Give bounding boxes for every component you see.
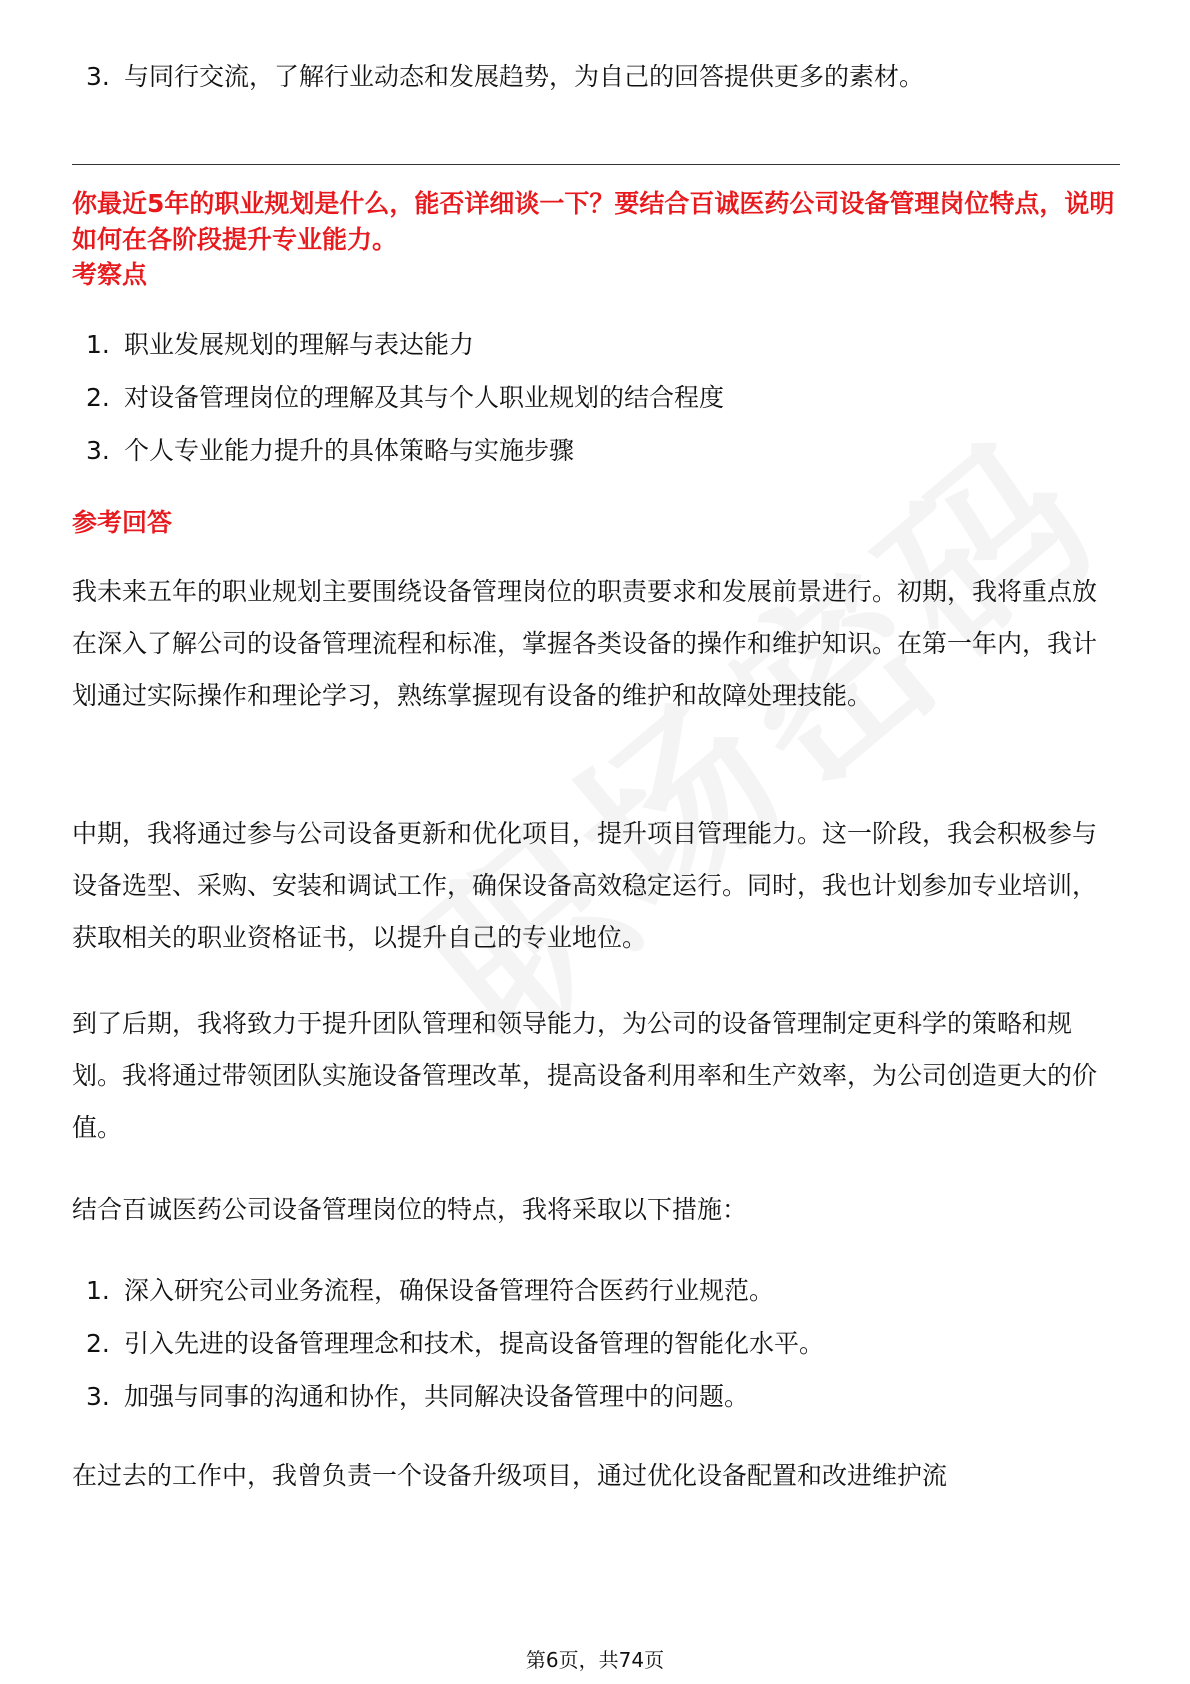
list-number: 2. (86, 383, 110, 412)
list-item (86, 1274, 774, 1308)
answer-paragraph: 结合百诚医药公司设备管理岗位的特点，我将采取以下措施： (72, 1195, 748, 1224)
list-number: 1. (86, 330, 110, 359)
list-number: 3. (86, 62, 110, 91)
list-text: 对设备管理岗位的理解及其与个人职业规划的结合程度 (124, 383, 725, 412)
list-item (86, 434, 574, 468)
list-text: 与同行交流，了解行业动态和发展趋势，为自己的回答提供更多的素材。 (124, 62, 925, 91)
answer-paragraph: 我未来五年的职业规划主要围绕设备管理岗位的职责要求和发展前景进行。初期，我将重点放在深入了解公司的设备管理流程和标准，掌握各类设备的操作和维护知识。在第一年内，我计划通过实际操作和理论学习，熟练掌握现有设备的维护和故障处理技能。 (72, 577, 1098, 710)
list-text: 引入先进的设备管理理念和技术，提高设备管理的智能化水平。 (124, 1329, 825, 1358)
examine-heading: 考察点 (72, 260, 148, 289)
list-text: 深入研究公司业务流程，确保设备管理符合医药行业规范。 (124, 1276, 775, 1305)
list-item (86, 381, 724, 415)
answer-paragraph: 中期，我将通过参与公司设备更新和优化项目，提升项目管理能力。这一阶段，我会积极参与设备选型、采购、安装和调试工作，确保设备高效稳定运行。同时，我也计划参加专业培训，获取相关的职业资格证书，以提升自己的专业地位。 (72, 819, 1098, 952)
list-text: 职业发展规划的理解与表达能力 (124, 330, 475, 359)
answer-paragraph: 到了后期，我将致力于提升团队管理和领导能力，为公司的设备管理制定更科学的策略和规划。我将通过带领团队实施设备管理改革，提高设备利用率和生产效率，为公司创造更大的价值。 (72, 1009, 1098, 1142)
answer-paragraph: 在过去的工作中，我曾负责一个设备升级项目，通过优化设备配置和改进维护流 (72, 1461, 948, 1490)
list-number: 2. (86, 1329, 110, 1358)
section-divider (72, 164, 1120, 165)
answer-heading: 参考回答 (72, 508, 173, 537)
list-text: 个人专业能力提升的具体策略与实施步骤 (124, 436, 575, 465)
list-number: 3. (86, 436, 110, 465)
page-footer: 第6页，共74页 (525, 1648, 665, 1672)
list-number: 1. (86, 1276, 110, 1305)
question-title: 你最近5年的职业规划是什么，能否详细谈一下？要结合百诚医药公司设备管理岗位特点，说明如何在各阶段提升专业能力。 (72, 189, 1115, 254)
list-item (86, 1380, 749, 1414)
list-number: 3. (86, 1382, 110, 1411)
list-text: 加强与同事的沟通和协作，共同解决设备管理中的问题。 (124, 1382, 750, 1411)
list-item (86, 1327, 824, 1361)
list-item (86, 328, 474, 362)
list-item (86, 60, 924, 94)
